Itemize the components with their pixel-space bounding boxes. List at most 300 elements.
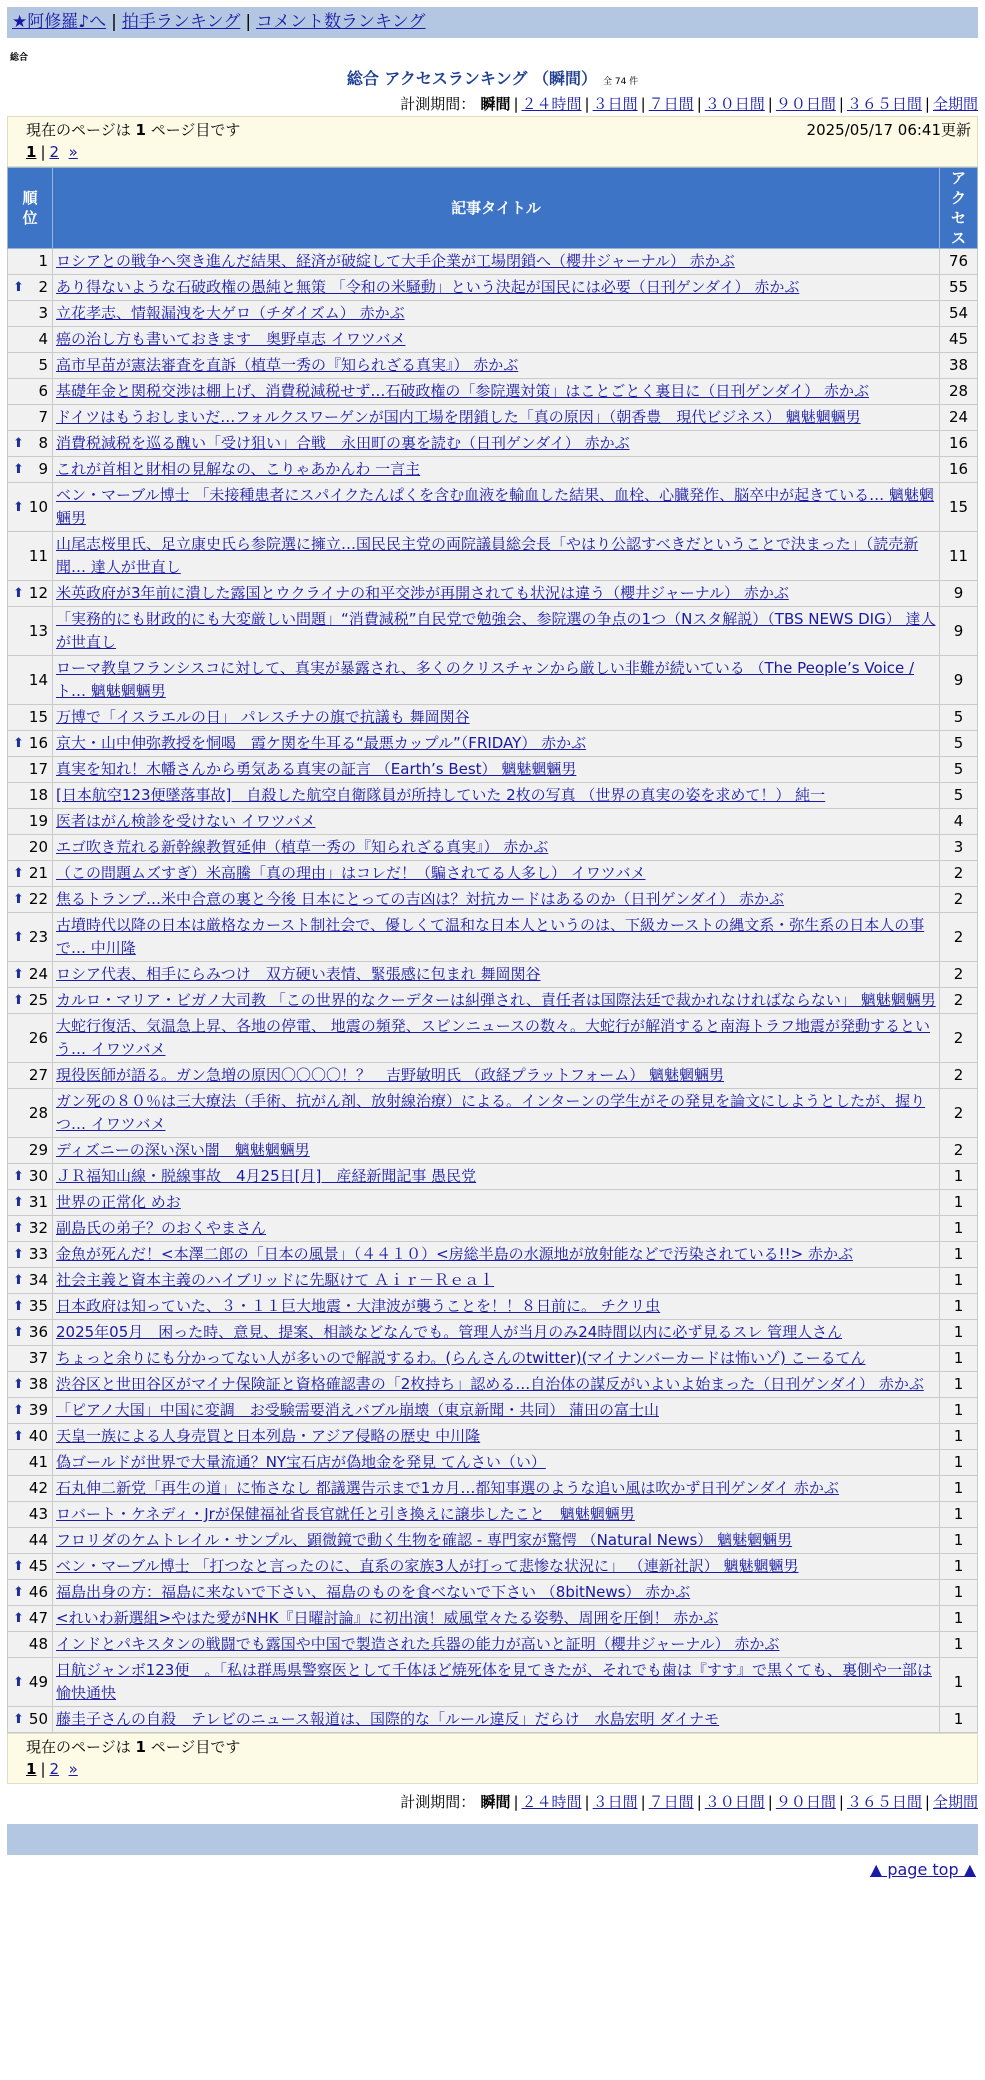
period-separator: | <box>924 1793 930 1811</box>
period-separator: | <box>924 95 930 113</box>
rank-number: 41 <box>28 1453 48 1471</box>
rank-cell <box>8 757 53 783</box>
access-count: 1 <box>940 1164 978 1190</box>
article-link[interactable]: 米英政府が3年前に潰した露国とウクライナの和平交渉が再開されても状況は違う（櫻井ジャーナル） 赤かぶ <box>56 584 789 602</box>
access-count: 1 <box>940 1528 978 1554</box>
rank-cell <box>8 1580 53 1606</box>
access-count: 2 <box>940 962 978 988</box>
rank-number: 22 <box>28 890 48 908</box>
access-count: 1 <box>940 1242 978 1268</box>
rank-cell <box>8 275 53 301</box>
asyura-home-link[interactable]: ★阿修羅♪へ <box>12 12 107 32</box>
access-count: 24 <box>940 405 978 431</box>
ranking-table <box>7 167 978 1733</box>
rank-number: 30 <box>28 1167 48 1185</box>
article-link[interactable]: 社会主義と資本主義のハイブリッドに先駆けて Ａｉｒ－Ｒｅａｌ <box>56 1271 495 1289</box>
rank-cell <box>8 988 53 1014</box>
period-link-2[interactable]: ３日間 <box>592 1793 638 1811</box>
period-link-5[interactable]: ９０日間 <box>775 1793 836 1811</box>
table-row <box>8 1580 978 1606</box>
table-row <box>8 327 978 353</box>
period-separator: | <box>584 1793 590 1811</box>
rank-cell <box>8 353 53 379</box>
nav-separator: | <box>245 12 252 32</box>
title-cell <box>53 483 940 532</box>
access-count: 2 <box>940 1138 978 1164</box>
period-separator: | <box>767 95 773 113</box>
applause-ranking-link[interactable]: 拍手ランキング <box>121 12 241 32</box>
rank-number: 29 <box>28 1141 48 1159</box>
access-count: 1 <box>940 1632 978 1658</box>
table-row <box>8 1632 978 1658</box>
rank-number: 40 <box>28 1427 48 1445</box>
ranking-heading <box>7 68 978 90</box>
rank-cell <box>8 1424 53 1450</box>
rank-up-arrow-icon: ⬆ <box>13 1299 24 1314</box>
page-top-link[interactable]: ▲ page top ▲ <box>869 1860 976 1879</box>
rank-number: 3 <box>38 304 48 322</box>
article-link[interactable]: 古墳時代以降の日本は厳格なカースト制社会で、優しくて温和な日本人というのは、下級カーストの縄文系・弥生系の日本人の事で… 中川隆 <box>56 916 925 957</box>
article-link[interactable]: [日本航空123便墜落事故] 自殺した航空自衛隊員が所持していた 2枚の写真 （世界の真実の姿を求めて！） 純一 <box>56 786 826 804</box>
period-link-3[interactable]: ７日間 <box>648 1793 694 1811</box>
rank-cell <box>8 1450 53 1476</box>
period-link-4[interactable]: ３０日間 <box>704 1793 765 1811</box>
table-row <box>8 705 978 731</box>
table-row <box>8 1554 978 1580</box>
rank-number: 6 <box>38 382 48 400</box>
article-link[interactable]: 立花孝志、情報漏洩を大ゲロ（チダイズム） 赤かぶ <box>56 304 405 322</box>
rank-up-arrow-icon: ⬆ <box>13 1403 24 1418</box>
article-link[interactable]: 消費税減税を巡る醜い「受け狙い」合戦 永田町の裏を読む（日刊ゲンダイ） 赤かぶ <box>56 434 630 452</box>
access-count: 3 <box>940 835 978 861</box>
access-count: 15 <box>940 483 978 532</box>
title-cell <box>53 809 940 835</box>
pagination: 1 | 2 » <box>26 143 78 161</box>
article-link[interactable]: 「実務的にも財政的にも大変厳しい問題」“消費減税”自民党で勉強会、参院選の争点の1つ（Nスタ解説）（TBS NEWS DIG） 達人が世直し <box>56 610 936 651</box>
article-link[interactable]: ロシアとの戦争へ突き進んだ結果、経済が破綻して大手企業が工場閉鎖へ（櫻井ジャーナル） 赤かぶ <box>56 252 735 270</box>
title-cell <box>53 1658 940 1707</box>
access-count: 2 <box>940 887 978 913</box>
access-count: 16 <box>940 431 978 457</box>
access-count: 38 <box>940 353 978 379</box>
period-current: 瞬間 <box>475 1793 511 1811</box>
rank-number: 2 <box>38 278 48 296</box>
rank-number: 31 <box>28 1193 48 1211</box>
article-link[interactable]: 真実を知れ！木幡さんから勇気ある真実の証言 （Earth’s Best） 魑魅魍魎男 <box>56 760 577 778</box>
title-cell <box>53 353 940 379</box>
rank-up-arrow-icon: ⬆ <box>13 866 24 881</box>
title-cell <box>53 1320 940 1346</box>
article-link[interactable]: ロシア代表、相手にらみつけ 双方硬い表情、緊張感に包まれ 舞岡関谷 <box>56 965 541 983</box>
rank-cell <box>8 861 53 887</box>
article-link[interactable]: 「ピアノ大国」中国に変調 お受験需要消えバブル崩壊（東京新聞・共同） 蒲田の富士山 <box>56 1401 659 1419</box>
article-link[interactable]: 福島出身の方：福島に来ないで下さい、福島のものを食べないで下さい （8bitNews） 赤かぶ <box>56 1583 691 1601</box>
rank-number: 8 <box>38 434 48 452</box>
rank-cell <box>8 1164 53 1190</box>
table-row <box>8 1089 978 1138</box>
rank-number: 26 <box>28 1028 48 1047</box>
article-link[interactable]: ちょっと余りにも分かってない人が多いので解説するわ。(らんさんのtwitter)(マイナンバーカードは怖いゾ) こーるてん <box>56 1349 866 1367</box>
page-link-2[interactable]: 2 <box>49 143 60 161</box>
table-row <box>8 1707 978 1733</box>
table-row <box>8 1190 978 1216</box>
table-row <box>8 1606 978 1632</box>
title-cell <box>53 1268 940 1294</box>
table-row <box>8 483 978 532</box>
title-cell <box>53 1606 940 1632</box>
period-link-1[interactable]: ２４時間 <box>521 1793 582 1811</box>
rank-cell <box>8 1476 53 1502</box>
table-row <box>8 1424 978 1450</box>
article-link[interactable]: インドとパキスタンの戦闘でも露国や中国で製造された兵器の能力が高いと証明（櫻井ジャーナル） 赤かぶ <box>56 1635 780 1653</box>
article-link[interactable]: ベン・マーブル博士 「打つなと言ったのに、直系の家族3人が打って悲惨な状況に」 （連新社訳） 魑魅魍魎男 <box>56 1557 799 1575</box>
article-link[interactable]: 焦るトランプ…米中合意の裏と今後 日本にとっての吉凶は？対抗カードはあるのか（日刊ゲンダイ） 赤かぶ <box>56 890 785 908</box>
access-count: 11 <box>940 532 978 581</box>
access-count: 9 <box>940 656 978 705</box>
article-link[interactable]: 石丸伸二新党「再生の道」に怖さなし 都議選告示まで1カ月…都知事選のような追い風は吹かず日刊ゲンダイ 赤かぶ <box>56 1479 839 1497</box>
access-count: 1 <box>940 1450 978 1476</box>
period-separator: | <box>640 1793 646 1811</box>
table-row <box>8 757 978 783</box>
period-separator: | <box>696 95 702 113</box>
footer-bar <box>7 1824 978 1855</box>
rank-number: 50 <box>28 1710 48 1728</box>
title-cell <box>53 835 940 861</box>
table-row <box>8 783 978 809</box>
rank-cell <box>8 1554 53 1580</box>
title-cell <box>53 1502 940 1528</box>
rank-cell <box>8 1372 53 1398</box>
article-link[interactable]: これが首相と財相の見解なの、こりゃあかんわ 一言主 <box>56 460 421 478</box>
rank-number: 10 <box>28 497 48 516</box>
page-current: 1 <box>26 1760 37 1778</box>
rank-cell <box>8 301 53 327</box>
period-separator: | <box>838 95 844 113</box>
rank-cell <box>8 532 53 581</box>
article-link[interactable]: あり得ないような石破政権の愚純と無策 「令和の米騒動」という決起が国民には必要（日刊ゲンダイ） 赤かぶ <box>56 278 800 296</box>
title-cell <box>53 1063 940 1089</box>
rank-up-arrow-icon: ⬆ <box>13 1377 24 1392</box>
title-cell <box>53 532 940 581</box>
article-link[interactable]: ディズニーの深い深い闇 魑魅魍魎男 <box>56 1141 310 1159</box>
rank-cell <box>8 1398 53 1424</box>
title-cell <box>53 1138 940 1164</box>
rank-up-arrow-icon: ⬆ <box>13 499 24 515</box>
category-label: 総合 <box>10 53 29 63</box>
title-cell <box>53 962 940 988</box>
article-link[interactable]: 高市早苗が憲法審査を直訴（植草一秀の『知られざる真実』） 赤かぶ <box>56 356 519 374</box>
access-count: 5 <box>940 757 978 783</box>
title-cell <box>53 861 940 887</box>
access-count: 1 <box>940 1707 978 1733</box>
rank-up-arrow-icon: ⬆ <box>13 280 24 295</box>
rank-number: 5 <box>38 356 48 374</box>
period-separator: | <box>640 95 646 113</box>
article-link[interactable]: エゴ吹き荒れる新幹線教賀延伸（植草一秀の『知られざる真実』） 赤かぶ <box>56 838 549 856</box>
period-link-7[interactable]: 全期間 <box>932 95 978 113</box>
rank-cell <box>8 1346 53 1372</box>
rank-cell <box>8 705 53 731</box>
table-row <box>8 301 978 327</box>
title-cell <box>53 1372 940 1398</box>
title-cell <box>53 405 940 431</box>
article-link[interactable]: 副島氏の弟子？のおくやまさん <box>56 1219 267 1237</box>
rank-up-arrow-icon: ⬆ <box>13 736 24 751</box>
period-link-1[interactable]: ２４時間 <box>521 95 582 113</box>
rank-number: 33 <box>28 1245 48 1263</box>
rank-number: 32 <box>28 1219 48 1237</box>
title-cell <box>53 1014 940 1063</box>
rank-number: 39 <box>28 1401 48 1419</box>
period-link-3[interactable]: ７日間 <box>648 95 694 113</box>
article-link[interactable]: 偽ゴールドが世界で大量流通？NY宝石店が偽地金を発見 てんさい（い） <box>56 1453 546 1471</box>
rank-cell <box>8 379 53 405</box>
period-link-4[interactable]: ３０日間 <box>704 95 765 113</box>
title-cell <box>53 913 940 962</box>
period-separator: | <box>513 1793 519 1811</box>
title-cell <box>53 1554 940 1580</box>
article-link[interactable]: 現役医師が語る。ガン急増の原因〇〇〇〇！？ 吉野敏明氏 （政経プラットフォーム） 魑魅魍魎男 <box>56 1066 725 1084</box>
rank-number: 16 <box>28 734 48 752</box>
table-row <box>8 379 978 405</box>
access-count: 54 <box>940 301 978 327</box>
rank-cell <box>8 835 53 861</box>
access-count: 2 <box>940 1063 978 1089</box>
title-cell <box>53 431 940 457</box>
table-row <box>8 1502 978 1528</box>
title-cell <box>53 581 940 607</box>
title-cell <box>53 457 940 483</box>
rank-cell <box>8 405 53 431</box>
article-link[interactable]: 2025年05月 困った時、意見、提案、相談などなんでも。管理人が当月のみ24時間以内に必ず見るスレ 管理人さん <box>56 1323 843 1341</box>
rank-number: 43 <box>28 1505 48 1523</box>
title-cell <box>53 887 940 913</box>
rank-up-arrow-icon: ⬆ <box>13 967 24 982</box>
article-link[interactable]: 渋谷区と世田谷区がマイナ保険証と資格確認書の「2枚持ち」認める…自治体の謀反がいよいよ始まった（日刊ゲンダイ） 赤かぶ <box>56 1375 924 1393</box>
table-row <box>8 1476 978 1502</box>
rank-number: 27 <box>28 1066 48 1084</box>
period-link-7[interactable]: 全期間 <box>932 1793 978 1811</box>
comment-ranking-link[interactable]: コメント数ランキング <box>256 12 426 32</box>
title-cell <box>53 731 940 757</box>
rank-cell <box>8 913 53 962</box>
next-page-link[interactable]: » <box>68 143 78 161</box>
rank-up-arrow-icon: ⬆ <box>13 1325 24 1340</box>
rank-cell <box>8 1502 53 1528</box>
rank-cell <box>8 483 53 532</box>
rank-cell <box>8 731 53 757</box>
rank-number: 15 <box>28 708 48 726</box>
item-count: 全 74 件 <box>603 77 639 87</box>
rank-cell <box>8 1320 53 1346</box>
rank-number: 44 <box>28 1531 48 1549</box>
rank-cell <box>8 1089 53 1138</box>
access-count: 28 <box>940 379 978 405</box>
rank-cell <box>8 1268 53 1294</box>
access-count: 1 <box>940 1320 978 1346</box>
article-link[interactable]: ローマ教皇フランシスコに対して、真実が暴露され、多くのクリスチャンから厳しい非難が続いている （The People’s Voice / ト… 魑魅魍魎男 <box>56 659 915 700</box>
access-count: 1 <box>940 1554 978 1580</box>
table-row <box>8 656 978 705</box>
title-cell <box>53 1707 940 1733</box>
title-cell <box>53 656 940 705</box>
page-current: 1 <box>26 143 37 161</box>
title-cell <box>53 1164 940 1190</box>
access-count: 1 <box>940 1606 978 1632</box>
rank-number: 7 <box>38 408 48 426</box>
access-count: 5 <box>940 705 978 731</box>
rank-cell <box>8 581 53 607</box>
article-link[interactable]: ベン・マーブル博士 「未接種患者にスパイクたんぱくを含む血液を輸血した結果、血栓、心臓発作、脳卒中が起きている… 魑魅魍魎男 <box>56 486 934 527</box>
article-link[interactable]: 大蛇行復活、気温急上昇、各地の停電、 地震の頻発、スピンニュースの数々。大蛇行が解消すると南海トラフ地震が発動するという… イワツバメ <box>56 1017 931 1058</box>
period-separator: | <box>767 1793 773 1811</box>
rank-up-arrow-icon: ⬆ <box>13 1712 24 1727</box>
table-row <box>8 275 978 301</box>
rank-up-arrow-icon: ⬆ <box>13 586 24 601</box>
table-row <box>8 1242 978 1268</box>
rank-cell <box>8 1294 53 1320</box>
rank-cell <box>8 327 53 353</box>
rank-number: 23 <box>28 927 48 946</box>
rank-up-arrow-icon: ⬆ <box>13 1559 24 1574</box>
rank-cell <box>8 962 53 988</box>
rank-cell <box>8 457 53 483</box>
rank-number: 37 <box>28 1349 48 1367</box>
rank-up-arrow-icon: ⬆ <box>13 1273 24 1288</box>
page-top-area <box>7 1855 978 1885</box>
article-link[interactable]: ロバート・ケネディ・Jrが保健福祉省長官就任と引き換えに譲歩したこと 魑魅魍魎男 <box>56 1505 635 1523</box>
article-link[interactable]: カルロ・マリア・ビガノ大司教 「この世界的なクーデターは糾弾され、責任者は国際法廷で裁かれなければならない」 魑魅魍魎男 <box>56 991 936 1009</box>
table-row <box>8 1294 978 1320</box>
table-row <box>8 457 978 483</box>
rank-cell <box>8 809 53 835</box>
access-count: 5 <box>940 731 978 757</box>
table-row <box>8 1014 978 1063</box>
access-count: 1 <box>940 1658 978 1707</box>
rank-cell <box>8 1063 53 1089</box>
table-row <box>8 1320 978 1346</box>
table-row <box>8 1346 978 1372</box>
table-row <box>8 353 978 379</box>
table-row <box>8 581 978 607</box>
article-link[interactable]: 日航ジャンボ123便 。「私は群馬県警察医として千体ほど焼死体を見てきたが、それでも歯は『すす』で黒くても、裏側や一部は 愉快通快 <box>56 1661 932 1702</box>
period-label: 計測期間： <box>400 95 476 113</box>
title-cell <box>53 301 940 327</box>
rank-cell <box>8 1242 53 1268</box>
rank-cell <box>8 1190 53 1216</box>
article-link[interactable]: 世界の正常化 めお <box>56 1193 181 1211</box>
rank-up-arrow-icon: ⬆ <box>13 1195 24 1210</box>
period-link-6[interactable]: ３６５日間 <box>846 1793 922 1811</box>
period-link-5[interactable]: ９０日間 <box>775 95 836 113</box>
access-count: 1 <box>940 1216 978 1242</box>
article-link[interactable]: 日本政府は知っていた、３・１１巨大地震・大津波が襲うことを！！８日前に。 チクリ虫 <box>56 1297 661 1315</box>
rank-cell <box>8 1138 53 1164</box>
rank-up-arrow-icon: ⬆ <box>13 1247 24 1262</box>
next-page-link[interactable]: » <box>68 1760 78 1778</box>
access-count: 4 <box>940 809 978 835</box>
table-row <box>8 731 978 757</box>
article-link[interactable]: 藤圭子さんの自殺 テレビのニュース報道は、国際的な「ルール違反」だらけ 水島宏明 ダイナモ <box>56 1710 720 1728</box>
page-info: 現在のページは 1 ページ目です <box>26 121 241 139</box>
rank-number: 34 <box>28 1271 48 1289</box>
table-row <box>8 1164 978 1190</box>
rank-cell <box>8 1606 53 1632</box>
access-count: 1 <box>940 1476 978 1502</box>
header-title: 記事タイトル <box>53 168 940 249</box>
article-link[interactable]: 天皇一族による人身売買と日本列島・アジア侵略の歴史 中川隆 <box>56 1427 481 1445</box>
rank-cell <box>8 431 53 457</box>
rank-number: 49 <box>28 1672 48 1691</box>
rank-number: 48 <box>28 1635 48 1653</box>
rank-number: 45 <box>28 1557 48 1575</box>
table-row <box>8 1216 978 1242</box>
article-link[interactable]: 京大・山中伸弥教授を恫喝 霞ケ関を牛耳る“最悪カップル”（FRIDAY） 赤かぶ <box>56 734 587 752</box>
title-cell <box>53 757 940 783</box>
access-count: 1 <box>940 1398 978 1424</box>
article-link[interactable]: <れいわ新選組>やはた愛がNHK『日曜討論』に初出演！威風堂々たる姿勢、周囲を圧倒！ 赤かぶ <box>56 1609 719 1627</box>
title-cell <box>53 1346 940 1372</box>
access-count: 2 <box>940 988 978 1014</box>
article-link[interactable]: フロリダのケムトレイル・サンプル、顕微鏡で動く生物を確認 - 専門家が驚愕 （Natural News） 魑魅魍魎男 <box>56 1531 793 1549</box>
access-count: 9 <box>940 607 978 656</box>
period-current: 瞬間 <box>475 95 511 113</box>
rank-cell <box>8 1216 53 1242</box>
period-link-2[interactable]: ３日間 <box>592 95 638 113</box>
rank-number: 18 <box>28 786 48 804</box>
table-row <box>8 249 978 275</box>
rank-up-arrow-icon: ⬆ <box>13 1674 24 1690</box>
rank-up-arrow-icon: ⬆ <box>13 1169 24 1184</box>
rank-cell <box>8 1632 53 1658</box>
article-link[interactable]: 万博で「イスラエルの日」 パレスチナの旗で抗議も 舞岡関谷 <box>56 708 470 726</box>
rank-up-arrow-icon: ⬆ <box>13 1429 24 1444</box>
title-cell <box>53 705 940 731</box>
rank-number: 11 <box>28 546 48 565</box>
rank-cell <box>8 656 53 705</box>
table-row <box>8 532 978 581</box>
title-cell <box>53 1450 940 1476</box>
rank-up-arrow-icon: ⬆ <box>13 436 24 451</box>
article-link[interactable]: ＪＲ福知山線・脱線事故 4月25日[月] 産経新聞記事 愚民党 <box>56 1167 477 1185</box>
table-row <box>8 861 978 887</box>
article-link[interactable]: 金魚が死んだ！<本澤二郎の「日本の風景」（４４１０）<房総半島の水源地が放射能などで汚染されている!!> 赤かぶ <box>56 1245 854 1263</box>
table-row <box>8 431 978 457</box>
updated-timestamp: 2025/05/17 06:41更新 <box>806 121 971 139</box>
article-link[interactable]: 山尾志桜里氏、足立康史氏ら参院選に擁立…国民民主党の両院議員総会長「やはり公認すべきだということで決まった」（読売新聞… 達人が世直し <box>56 535 919 576</box>
rank-number: 20 <box>28 838 48 856</box>
access-count: 1 <box>940 1372 978 1398</box>
article-link[interactable]: 基礎年金と関税交渉は棚上げ、消費税減税せず…石破政権の「参院選対策」はことごとく裏目に（日刊ゲンダイ） 赤かぶ <box>56 382 869 400</box>
rank-up-arrow-icon: ⬆ <box>13 993 24 1008</box>
table-row <box>8 1398 978 1424</box>
rank-up-arrow-icon: ⬆ <box>13 1585 24 1600</box>
access-count: 9 <box>940 581 978 607</box>
table-row <box>8 962 978 988</box>
period-link-6[interactable]: ３６５日間 <box>846 95 922 113</box>
article-link[interactable]: 医者はがん検診を受けない イワツバメ <box>56 812 316 830</box>
access-count: 2 <box>940 1089 978 1138</box>
article-link[interactable]: ドイツはもうおしまいだ…フォルクスワーゲンが国内工場を閉鎖した「真の原因」（朝香豊 現代ビジネス） 魑魅魍魎男 <box>56 408 861 426</box>
article-link[interactable]: ガン死の８０％は三大療法（手術、抗がん剤、放射線治療）による。インターンの学生がその発見を論文にしようとしたが、握りつ… イワツバメ <box>56 1092 926 1133</box>
article-link[interactable]: （この問題ムズすぎ）米高騰「真の理由」はコレだ！（騙されてる人多し） イワツバメ <box>56 864 646 882</box>
rank-cell <box>8 1014 53 1063</box>
title-cell <box>53 379 940 405</box>
period-separator: | <box>838 1793 844 1811</box>
page-link-2[interactable]: 2 <box>49 1760 60 1778</box>
article-link[interactable]: 癌の治し方も書いておきます 奥野卓志 イワツバメ <box>56 330 406 348</box>
title-cell <box>53 1398 940 1424</box>
